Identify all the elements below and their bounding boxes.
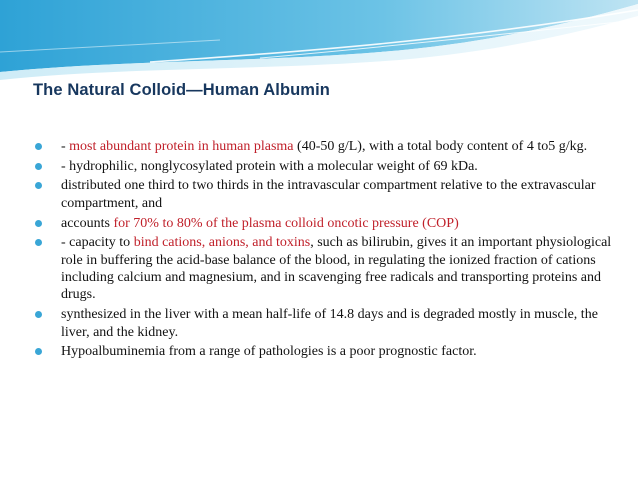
bullet-item xyxy=(34,138,614,155)
bullet-dot-icon xyxy=(35,163,42,170)
bullet-dot-icon xyxy=(35,348,42,355)
bullet-dot-icon xyxy=(35,220,42,227)
bullet-item xyxy=(34,215,614,232)
bullet-text: , such as bilirubin, gives it an important physiological role in buffering the acid-base balance of the blood, in regulating the ionized fraction of cations including calcium and magnesium, and in scavenging free radicals and transporting proteins and drugs. xyxy=(61,235,612,303)
bullet-item xyxy=(34,177,614,212)
bullet-item xyxy=(34,158,614,175)
bullet-dot-icon xyxy=(35,182,42,189)
bullet-item xyxy=(34,234,614,304)
bullet-list xyxy=(34,138,614,363)
bullet-highlight: for 70% to 80% of the plasma colloid oncotic pressure (COP) xyxy=(113,215,459,231)
bullet-highlight: bind cations, anions, and toxins xyxy=(133,235,311,251)
bullet-text: distributed one third to two thirds in the intravascular compartment relative to the extravascular compartment, and xyxy=(61,178,596,211)
bullet-item xyxy=(34,306,614,341)
bullet-text: Hypoalbuminemia from a range of pathologies is a poor prognostic factor. xyxy=(61,344,477,360)
bullet-text: synthesized in the liver with a mean half-life of 14.8 days and is degraded mostly in muscle, the liver, and the kidney. xyxy=(61,307,598,340)
bullet-text: - capacity to xyxy=(61,235,134,251)
header-wave-decoration xyxy=(0,0,638,80)
bullet-text: accounts xyxy=(61,215,114,231)
slide-title: The Natural Colloid—Human Albumin xyxy=(33,81,330,99)
bullet-text: - xyxy=(61,139,70,154)
bullet-item xyxy=(34,343,614,360)
bullet-dot-icon xyxy=(35,239,42,246)
bullet-dot-icon xyxy=(35,143,42,150)
bullet-dot-icon xyxy=(35,311,42,318)
bullet-text: (40-50 g/L), with a total body content of 4 to5 g/kg. xyxy=(293,139,588,154)
bullet-highlight: most abundant protein in human plasma xyxy=(69,139,294,154)
bullet-text: - hydrophilic, nonglycosylated protein with a molecular weight of 69 kDa. xyxy=(61,158,478,174)
